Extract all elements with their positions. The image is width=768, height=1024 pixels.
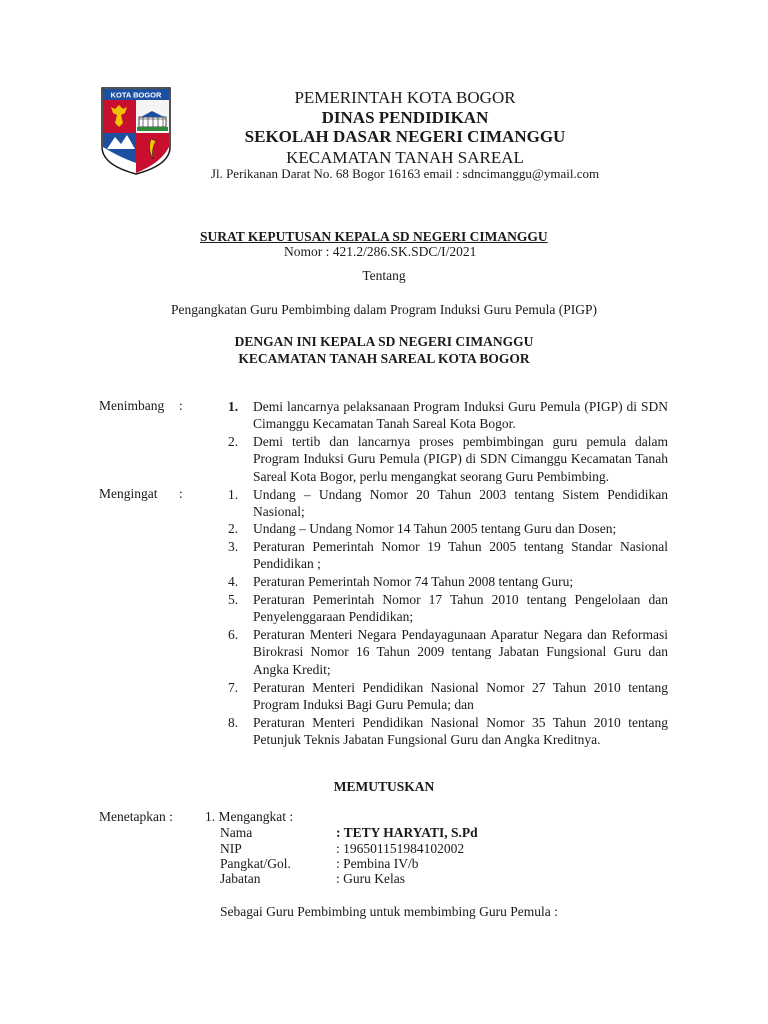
item-number: 3. xyxy=(228,539,239,554)
menetapkan-label: Menetapkan : xyxy=(99,809,173,824)
field-value: : Pembina IV/b xyxy=(336,856,419,871)
mengingat-label: Mengingat xyxy=(99,486,158,501)
decree-title: SURAT KEPUTUSAN KEPALA SD NEGERI CIMANGGU xyxy=(200,229,548,244)
item-text: Peraturan Pemerintah Nomor 19 Tahun 2005 tentang Standar Nasional Pendidikan ; xyxy=(253,539,668,572)
mengingat-item xyxy=(228,591,668,626)
field-key: Pangkat/Gol. xyxy=(220,856,291,871)
item-text: Peraturan Menteri Pendidikan Nasional Nomor 27 Tahun 2010 tentang Program Induksi Bagi Guru Pemula; dan xyxy=(253,680,668,713)
logo-text: KOTA BOGOR xyxy=(110,90,162,100)
item-text: Peraturan Pemerintah Nomor 17 Tahun 2010 tentang Pengelolaan dan Penyelenggaraan Pendidikan; xyxy=(253,592,668,625)
memutuskan-heading: MEMUTUSKAN xyxy=(333,779,435,794)
mengingat-colon: : xyxy=(179,486,183,501)
menimbang-item xyxy=(228,398,668,433)
decree-number: Nomor : 421.2/286.SK.SDC/I/2021 xyxy=(284,244,477,259)
field-key: Nama xyxy=(220,825,253,840)
decree-subject: Pengangkatan Guru Pembimbing dalam Program Induksi Guru Pemula (PIGP) xyxy=(171,302,597,317)
letterhead-department: DINAS PENDIDIKAN xyxy=(321,108,489,127)
letterhead-school: SEKOLAH DASAR NEGERI CIMANGGU xyxy=(244,127,566,146)
item-number: 2. xyxy=(228,434,239,449)
menimbang-label: Menimbang xyxy=(99,398,165,413)
item-number: 2. xyxy=(228,521,239,536)
item-number: 7. xyxy=(228,680,239,695)
field-key: NIP xyxy=(220,841,242,856)
preamble-line-2: KECAMATAN TANAH SAREAL KOTA BOGOR xyxy=(238,351,530,366)
item-text: Undang – Undang Nomor 14 Tahun 2005 tentang Guru dan Dosen; xyxy=(253,521,617,536)
item-number: 1. xyxy=(228,487,239,502)
mengingat-item xyxy=(228,714,668,749)
mengingat-item xyxy=(228,520,668,537)
menimbang-item xyxy=(228,433,668,485)
mengingat-item xyxy=(228,538,668,573)
menetapkan-first: 1. Mengangkat : xyxy=(205,809,294,824)
item-number: 6. xyxy=(228,627,239,642)
field-value: : 196501151984102002 xyxy=(336,841,465,856)
menimbang-colon: : xyxy=(179,398,183,413)
menetapkan-closing: Sebagai Guru Pembimbing untuk membimbing Guru Pemula : xyxy=(220,904,558,919)
item-text: Demi lancarnya pelaksanaan Program Induksi Guru Pemula (PIGP) di SDN Cimanggu Kecamatan Tanah Sareal Kota Bogor. xyxy=(253,399,668,432)
item-text: Demi tertib dan lancarnya proses pembimbingan guru pemula dalam Program Induksi Guru Pemula (PIGP) di SDN Cimanggu Kecamatan Tanah Sareal Kota Bogor, perlu mengangkat seorang Guru Pembimbing. xyxy=(253,434,668,484)
item-number: 8. xyxy=(228,715,239,730)
field-value: : Guru Kelas xyxy=(336,871,405,886)
letterhead-government: PEMERINTAH KOTA BOGOR xyxy=(294,88,516,107)
preamble-line-1: DENGAN INI KEPALA SD NEGERI CIMANGGU xyxy=(234,334,534,349)
item-text: Peraturan Pemerintah Nomor 74 Tahun 2008 tentang Guru; xyxy=(253,574,574,589)
item-number: 4. xyxy=(228,574,239,589)
letterhead-district: KECAMATAN TANAH SAREAL xyxy=(286,148,524,167)
mengingat-item xyxy=(228,626,668,678)
kota-bogor-logo xyxy=(101,87,171,175)
item-text: Peraturan Menteri Negara Pendayagunaan Aparatur Negara dan Reformasi Birokrasi Nomor 16 Tahun 2009 tentang Jabatan Fungsional Guru dan Angka Kredit; xyxy=(253,627,668,677)
field-key: Jabatan xyxy=(220,871,261,886)
letterhead-address: Jl. Perikanan Darat No. 68 Bogor 16163 email : sdncimanggu@ymail.com xyxy=(210,166,600,181)
item-number: 1. xyxy=(228,399,239,414)
item-number: 5. xyxy=(228,592,239,607)
item-text: Undang – Undang Nomor 20 Tahun 2003 tentang Sistem Pendidikan Nasional; xyxy=(253,487,668,520)
tentang-label: Tentang xyxy=(362,268,406,283)
mengingat-item xyxy=(228,573,668,590)
item-text: Peraturan Menteri Pendidikan Nasional Nomor 35 Tahun 2010 tentang Petunjuk Teknis Jabatan Fungsional Guru dan Angka Kreditnya. xyxy=(253,715,668,748)
field-value-name: : TETY HARYATI, S.Pd xyxy=(336,825,478,840)
mengingat-item xyxy=(228,486,668,521)
mengingat-item xyxy=(228,679,668,714)
